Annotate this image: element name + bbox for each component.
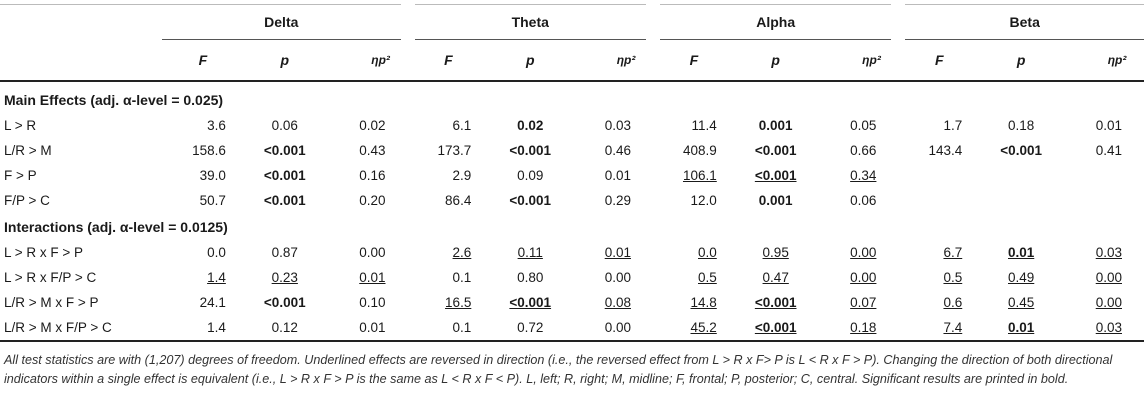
table-row [0, 290, 1144, 315]
p-value-cell [489, 138, 571, 163]
table-row [0, 315, 1144, 341]
p-value-cell [735, 113, 817, 138]
cell-value: 2.9 [452, 168, 472, 183]
cell-value: 2.6 [452, 245, 472, 260]
p-value-cell [489, 290, 571, 315]
f-value-cell [653, 265, 735, 290]
cell-value: 0.5 [698, 270, 717, 285]
f-value-cell [408, 240, 490, 265]
cell-value: 0.5 [943, 270, 963, 285]
cell-value: 11.4 [691, 118, 717, 133]
eta-value-cell [817, 163, 899, 188]
cell-value: 1.7 [943, 118, 963, 133]
f-value-cell [653, 113, 735, 138]
p-value-cell [489, 188, 571, 213]
row-label: L/R > M x F > P [4, 295, 99, 310]
eta-value-cell [326, 163, 408, 188]
cell-value: 0.01 [1095, 118, 1122, 133]
eta-value-cell [571, 240, 653, 265]
cell-value: <0.001 [509, 143, 552, 158]
band-header-alpha: Alpha [653, 5, 898, 40]
eta-value-cell [326, 240, 408, 265]
cell-value: 16.5 [445, 295, 472, 310]
row-label: L > R [4, 118, 37, 133]
cell-value: 0.0 [698, 245, 717, 260]
cell-value: 86.4 [445, 193, 472, 208]
col-header-eta: ηp² [817, 40, 899, 82]
f-value-cell [408, 188, 490, 213]
eta-value-cell [817, 138, 899, 163]
eta-value-cell [326, 188, 408, 213]
table-row [0, 265, 1144, 290]
eta-value-cell [571, 315, 653, 341]
cell-value: 0.95 [762, 245, 789, 260]
f-value-cell [898, 188, 980, 213]
cell-value: 1.4 [207, 320, 226, 335]
cell-value: 0.49 [1008, 270, 1035, 285]
f-value-cell [408, 113, 490, 138]
p-value-cell [980, 240, 1062, 265]
f-value-cell [162, 163, 244, 188]
cell-value: 0.07 [850, 295, 877, 310]
cell-value: 0.00 [1095, 270, 1122, 285]
f-value-cell [162, 188, 244, 213]
eta-value-cell [817, 188, 899, 213]
p-value-cell [244, 315, 326, 341]
p-value-cell [244, 163, 326, 188]
eta-value-cell [1062, 163, 1144, 188]
cell-value: 106.1 [682, 168, 717, 183]
cell-value: 24.1 [199, 295, 226, 310]
f-value-cell [162, 113, 244, 138]
col-header-eta: ηp² [326, 40, 408, 82]
band-header-beta: Beta [898, 5, 1144, 40]
p-value-cell [244, 290, 326, 315]
p-value-cell [244, 240, 326, 265]
cell-value: 0.29 [604, 193, 631, 208]
eta-value-cell [817, 113, 899, 138]
eta-value-cell [326, 113, 408, 138]
p-value-cell [735, 315, 817, 341]
cell-value: 0.08 [604, 295, 631, 310]
p-value-cell [735, 138, 817, 163]
section-main-effects [0, 81, 1144, 113]
f-value-cell [408, 315, 490, 341]
eta-value-cell [326, 315, 408, 341]
eta-value-cell [1062, 265, 1144, 290]
f-value-cell [408, 265, 490, 290]
table-row [0, 240, 1144, 265]
cell-value: 0.01 [604, 245, 631, 260]
eta-value-cell [817, 290, 899, 315]
row-label: F/P > C [4, 193, 50, 208]
col-header-f: F [898, 40, 980, 82]
table-row [0, 163, 1144, 188]
cell-value: 0.01 [1008, 245, 1035, 260]
col-header-p: p [244, 40, 326, 82]
label-header-cell [0, 40, 162, 82]
cell-value: 50.7 [199, 193, 226, 208]
cell-value: 0.80 [517, 270, 544, 285]
p-value-cell [980, 113, 1062, 138]
section-label: Main Effects (adj. α-level = 0.025) [4, 91, 224, 108]
f-value-cell [898, 163, 980, 188]
p-value-cell [980, 138, 1062, 163]
f-value-cell [162, 265, 244, 290]
cell-value: <0.001 [1000, 143, 1042, 158]
cell-value: 173.7 [437, 143, 472, 158]
f-value-cell [162, 138, 244, 163]
table-row [0, 113, 1144, 138]
cell-value: 0.06 [850, 193, 877, 208]
cell-value: 0.02 [359, 118, 386, 133]
p-value-cell [980, 315, 1062, 341]
cell-value: 0.41 [1095, 143, 1122, 158]
anova-results-table [0, 4, 1144, 342]
col-header-f: F [653, 40, 735, 82]
col-header-eta: ηp² [1062, 40, 1144, 82]
cell-value: 0.03 [1095, 245, 1122, 260]
eta-value-cell [1062, 290, 1144, 315]
p-value-cell [735, 240, 817, 265]
f-value-cell [898, 138, 980, 163]
p-value-cell [980, 188, 1062, 213]
row-label: L/R > M x F/P > C [0, 315, 162, 341]
f-value-cell [653, 163, 735, 188]
cell-value: 0.00 [1095, 295, 1122, 310]
p-value-cell [244, 138, 326, 163]
band-header-theta: Theta [408, 5, 653, 40]
eta-value-cell [571, 113, 653, 138]
cell-value: 0.1 [452, 270, 472, 285]
col-header-p: p [489, 40, 571, 82]
cell-value: 0.00 [604, 270, 631, 285]
cell-value: 3.6 [207, 118, 226, 133]
cell-value: 0.10 [359, 295, 386, 310]
cell-value: 45.2 [690, 320, 717, 335]
table-body [0, 81, 1144, 341]
cell-value: 0.45 [1008, 295, 1035, 310]
cell-value: <0.001 [263, 193, 306, 208]
col-header-p: p [980, 40, 1062, 82]
p-value-cell [489, 163, 571, 188]
cell-value: 0.47 [762, 270, 789, 285]
f-value-cell [898, 265, 980, 290]
cell-value: 0.12 [271, 320, 298, 335]
cell-value: 0.01 [359, 320, 386, 335]
table-row [0, 188, 1144, 213]
f-value-cell [653, 290, 735, 315]
row-label: L > R x F/P > C [4, 270, 97, 285]
p-value-cell [735, 290, 817, 315]
cell-value: 0.001 [758, 118, 793, 133]
p-value-cell [489, 315, 571, 341]
eta-value-cell [571, 290, 653, 315]
cell-value: 0.20 [359, 193, 386, 208]
f-value-cell [898, 290, 980, 315]
cell-value: 0.00 [604, 320, 631, 335]
f-value-cell [653, 315, 735, 341]
cell-value: 0.6 [943, 295, 963, 310]
table-footnote: All test statistics are with (1,207) degrees of freedom. Underlined effects are reversed in direction (i.e., the reversed effect from L > R x F> P is L < R x F > P). Changing the direction of both directional indicators within a single effect is equivalent (i.e., L > R x F > P is the same as L < R x F < P). L, left; R, right; M, midline; F, frontal; P, posterior; C, central. Significant results are printed in bold. [4, 353, 1113, 386]
cell-value: 0.16 [359, 168, 386, 183]
cell-value: <0.001 [263, 168, 306, 183]
cell-value: 0.18 [1008, 118, 1035, 133]
col-header-p: p [735, 40, 817, 82]
row-label: F > P [4, 168, 37, 183]
cell-value: 12.0 [690, 193, 717, 208]
row-label: L > R x F > P [4, 245, 84, 260]
cell-value: 0.00 [850, 245, 877, 260]
cell-value: 158.6 [192, 143, 226, 158]
eta-value-cell [817, 265, 899, 290]
cell-value: 0.01 [359, 270, 386, 285]
col-header-f: F [408, 40, 490, 82]
eta-value-cell [571, 188, 653, 213]
cell-value: 39.0 [199, 168, 226, 183]
cell-value: 0.06 [271, 118, 298, 133]
cell-value: 0.87 [271, 245, 298, 260]
cell-value: 6.7 [943, 245, 963, 260]
stat-header-row [0, 40, 1144, 82]
cell-value: <0.001 [754, 168, 797, 183]
band-header-delta: Delta [162, 5, 407, 40]
eta-value-cell [1062, 315, 1144, 341]
p-value-cell [980, 163, 1062, 188]
f-value-cell [653, 138, 735, 163]
table-row [0, 138, 1144, 163]
cell-value: 0.01 [604, 168, 631, 183]
eta-value-cell [326, 265, 408, 290]
corner-cell [0, 5, 162, 40]
eta-value-cell [326, 290, 408, 315]
cell-value: 6.1 [452, 118, 472, 133]
cell-value: 143.4 [928, 143, 963, 158]
f-value-cell [162, 290, 244, 315]
f-value-cell [162, 315, 244, 341]
p-value-cell [244, 265, 326, 290]
cell-value: 0.02 [517, 118, 544, 133]
f-value-cell [653, 240, 735, 265]
section-interactions [0, 213, 1144, 240]
col-header-f: F [162, 40, 244, 82]
cell-value: <0.001 [509, 295, 552, 310]
cell-value: 0.11 [517, 245, 543, 260]
p-value-cell [489, 113, 571, 138]
cell-value: 0.66 [850, 143, 877, 158]
col-header-eta: ηp² [571, 40, 653, 82]
cell-value: 0.00 [850, 270, 877, 285]
eta-value-cell [571, 163, 653, 188]
cell-value: 0.23 [271, 270, 298, 285]
p-value-cell [735, 188, 817, 213]
cell-value: 14.8 [690, 295, 717, 310]
cell-value: 0.05 [850, 118, 877, 133]
eta-value-cell [571, 265, 653, 290]
row-label: L/R > M [4, 143, 52, 158]
p-value-cell [980, 290, 1062, 315]
p-value-cell [489, 265, 571, 290]
cell-value: 0.03 [1095, 320, 1122, 335]
cell-value: <0.001 [509, 193, 552, 208]
cell-value: <0.001 [754, 320, 797, 335]
f-value-cell [162, 240, 244, 265]
cell-value: 0.46 [604, 143, 631, 158]
f-value-cell [898, 240, 980, 265]
cell-value: 408.9 [682, 143, 717, 158]
cell-value: 0.00 [359, 245, 386, 260]
p-value-cell [244, 188, 326, 213]
f-value-cell [653, 188, 735, 213]
cell-value: 0.0 [207, 245, 226, 260]
cell-value: 0.34 [850, 168, 877, 183]
cell-value: 0.72 [517, 320, 544, 335]
cell-value: 0.001 [758, 193, 793, 208]
section-label: Interactions (adj. α-level = 0.0125) [4, 218, 228, 235]
p-value-cell [244, 113, 326, 138]
cell-value: <0.001 [754, 295, 797, 310]
p-value-cell [980, 265, 1062, 290]
eta-value-cell [1062, 138, 1144, 163]
eta-value-cell [1062, 240, 1144, 265]
eta-value-cell [817, 240, 899, 265]
cell-value: <0.001 [754, 143, 797, 158]
eta-value-cell [1062, 188, 1144, 213]
cell-value: 0.09 [517, 168, 544, 183]
eta-value-cell [571, 138, 653, 163]
f-value-cell [408, 138, 490, 163]
eta-value-cell [1062, 113, 1144, 138]
f-value-cell [408, 290, 490, 315]
cell-value: <0.001 [263, 295, 306, 310]
f-value-cell [898, 113, 980, 138]
eta-value-cell [326, 138, 408, 163]
cell-value: 7.4 [943, 320, 963, 335]
cell-value: 0.18 [850, 320, 877, 335]
cell-value: 0.01 [1008, 320, 1035, 335]
p-value-cell [735, 265, 817, 290]
cell-value: 0.43 [359, 143, 386, 158]
cell-value: 0.03 [604, 118, 631, 133]
p-value-cell [489, 240, 571, 265]
f-value-cell [408, 163, 490, 188]
eta-value-cell [817, 315, 899, 341]
p-value-cell [735, 163, 817, 188]
cell-value: 0.1 [452, 320, 472, 335]
f-value-cell [898, 315, 980, 341]
cell-value: <0.001 [263, 143, 306, 158]
band-header-row [0, 5, 1144, 40]
cell-value: 1.4 [207, 270, 226, 285]
